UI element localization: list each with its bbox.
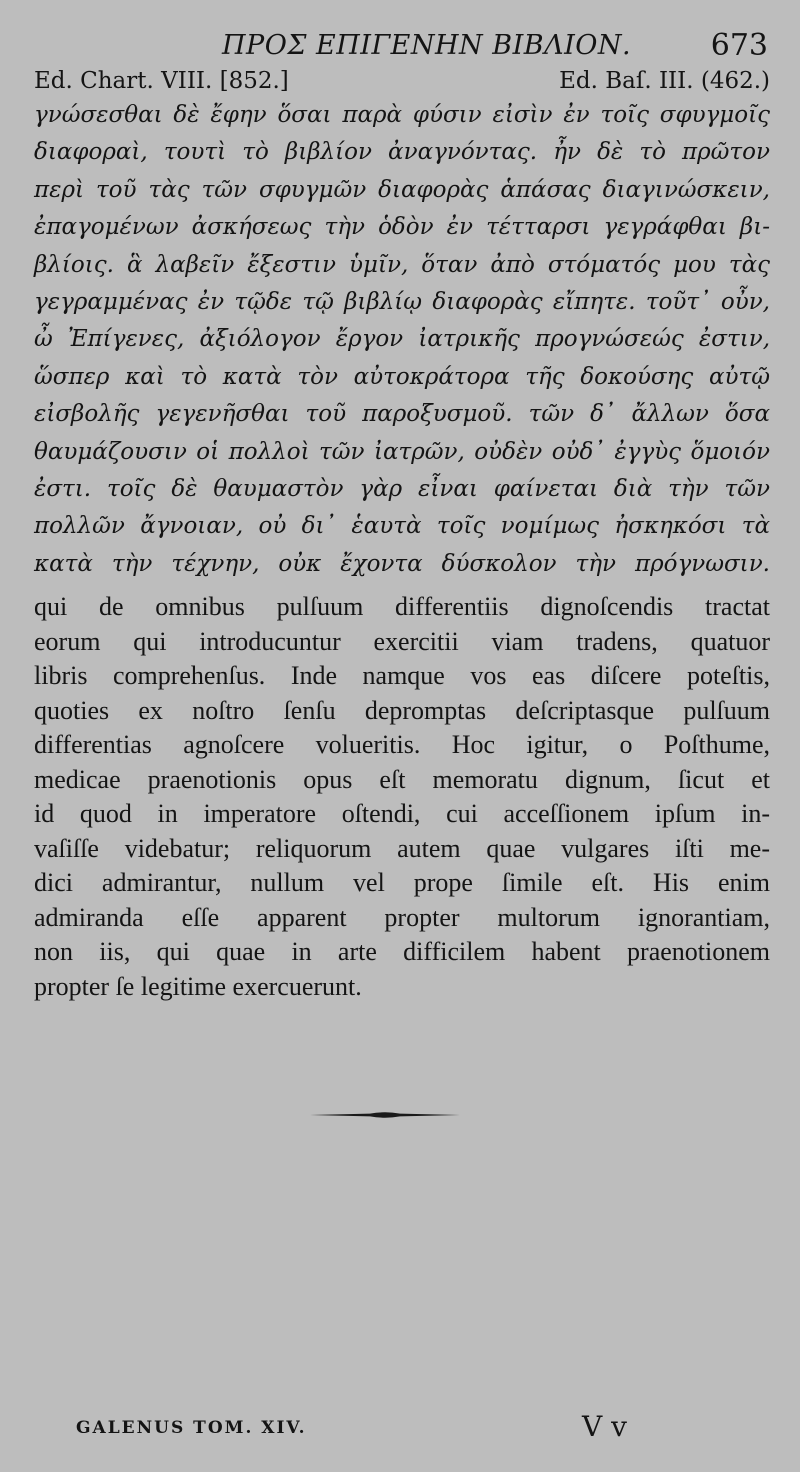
latin-line: admiranda eſſe apparent propter multorum ignorantiam, (34, 902, 770, 932)
gathering-mark: V v (582, 1410, 627, 1443)
edition-references (34, 68, 770, 98)
latin-line: libris comprehenſus. Inde namque vos eas diſcere poteſtis, (34, 661, 770, 690)
page-number: 673 (710, 28, 768, 63)
greek-line: ὥσπερ καὶ τὸ κατὰ τὸν αὐτοκράτορα τῆς δοκούσης αὐτῷ (34, 363, 770, 390)
latin-line: vaſiſſe videbatur; reliquorum autem quae vulgares iſti me- (34, 833, 770, 863)
greek-line: βλίοις. ἃ λαβεῖν ἔξεστιν ὑμῖν, ὅταν ἀπὸ στόματός μου τὰς (34, 251, 770, 278)
greek-line: γεγραμμένας ἐν τῷδε τῷ βιβλίῳ διαφορὰς εἴπητε. τοῦτ᾽ οὖν, (34, 288, 770, 315)
page-footer (0, 1412, 800, 1452)
greek-line: ἐστι. τοῖς δὲ θαυμαστὸν γὰρ εἶναι φαίνεται διὰ τὴν τῶν (34, 475, 770, 502)
greek-line: πολλῶν ἄγνοιαν, οὐ δι᾽ ἑαυτὰ τοῖς νομίμως ἠσκηκόσι τὰ (34, 513, 770, 540)
greek-line: ὦ Ἐπίγενες, ἀξιόλογον ἔργον ἰατρικῆς προγνώσεώς ἐστιν, (34, 326, 770, 353)
latin-line: id quod in imperatore oſtendi, cui acceſſionem ipſum in- (34, 799, 770, 828)
latin-line: non iis, qui quae in arte difficilem habent praenotionem (34, 937, 770, 966)
running-title: ΠΡΟΣ ΕΠΙΓΕΝΗΝ ΒΙΒΛΙΟΝ. (222, 30, 632, 61)
latin-line: differentias agnoſcere volueritis. Hoc igitur, o Poſthume, (34, 730, 770, 759)
latin-line: propter ſe legitime exercuerunt. (34, 971, 362, 1001)
greek-line: περὶ τοῦ τὰς τῶν σφυγμῶν διαφορὰς ἁπάσας διαγινώσκειν, (34, 176, 770, 203)
latin-line: quoties ex noſtro ſenſu depromptas deſcriptasque pulſuum (34, 695, 770, 725)
running-head (0, 30, 800, 70)
greek-line: θαυμάζουσιν οἱ πολλοὶ τῶν ἰατρῶν, οὐδὲν οὐδ᾽ ἐγγὺς ὅμοιόν (34, 438, 770, 465)
edition-chartier: Ed. Chart. VIII. [852.] (34, 68, 289, 94)
latin-line: dici admirantur, nullum vel prope ſimile eſt. His enim (34, 868, 770, 897)
greek-line: ἐπαγομένων ἀσκήσεως τὴν ὁδὸν ἐν τέτταρσι γεγράφθαι βι- (34, 214, 770, 241)
signature-mark: GALENUS TOM. XIV. (76, 1418, 307, 1438)
latin-line: eorum qui introducuntur exercitii viam tradens, quatuor (34, 626, 770, 656)
greek-line: εἰσβολῆς γεγενῆσθαι τοῦ παροξυσμοῦ. τῶν δ᾽ ἄλλων ὅσα (34, 401, 770, 428)
greek-line: διαφοραὶ, τουτὶ τὸ βιβλίον ἀναγνόντας. ἦν δὲ τὸ πρῶτον (34, 139, 770, 166)
edition-basel: Ed. Baſ. III. (462.) (559, 68, 770, 94)
latin-text (34, 590, 770, 1004)
latin-line: medicae praenotionis opus eſt memoratu dignum, ſicut et (34, 764, 770, 794)
greek-line: κατὰ τὴν τέχνην, οὐκ ἔχοντα δύσκολον τὴν πρόγνωσιν. (34, 550, 770, 577)
latin-line: qui de omnibus pulſuum differentiis dignoſcendis tractat (34, 592, 770, 621)
greek-text (34, 97, 770, 583)
greek-line: γνώσεσθαι δὲ ἔφην ὅσαι παρὰ φύσιν εἰσὶν ἐν τοῖς σφυγμοῖς (34, 102, 770, 128)
section-divider-ornament (310, 1108, 460, 1122)
